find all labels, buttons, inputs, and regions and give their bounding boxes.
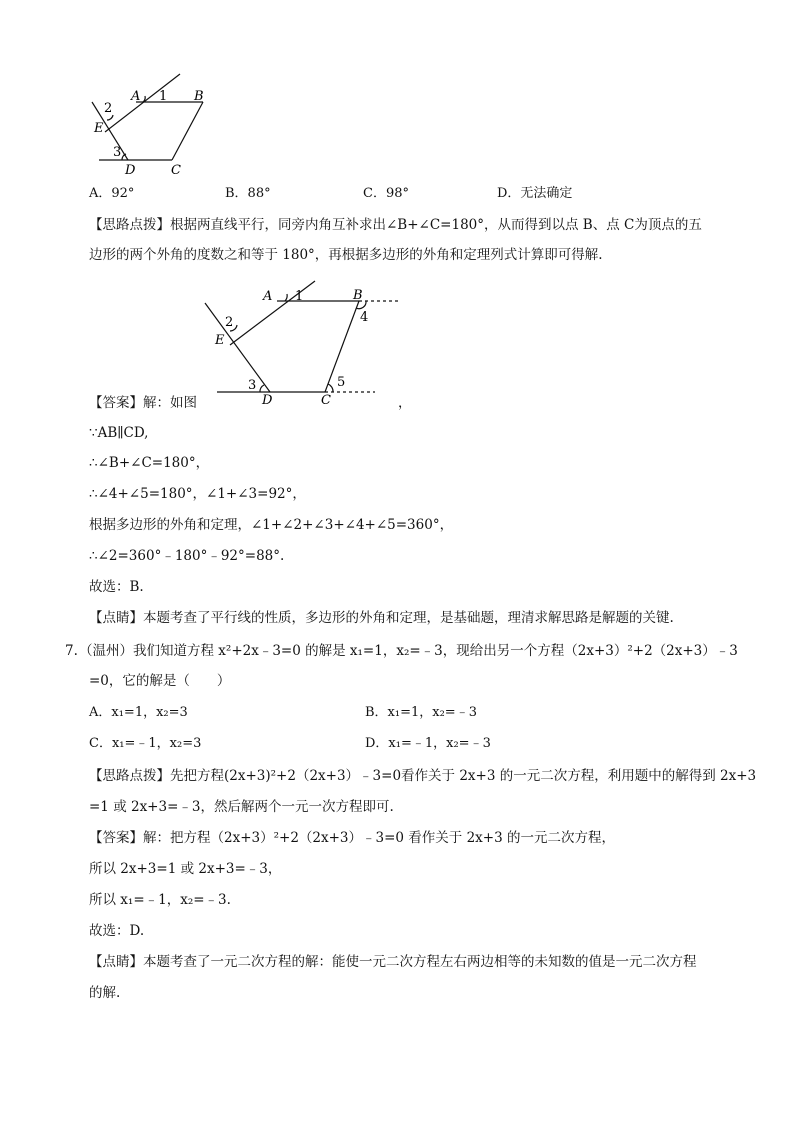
label-4: 4 xyxy=(360,310,369,325)
q7-answer-line4: 故选：D. xyxy=(89,923,145,939)
label-A: A xyxy=(263,289,273,304)
q6-answer-step3: ∴∠4+∠5=180°，∠1+∠3=92°， xyxy=(89,486,306,502)
q7-option-a: A．x₁=1，x₂=3 xyxy=(89,705,188,720)
label-E: E xyxy=(215,333,225,348)
q6-hint-line1: 【思路点拨】根据两直线平行，同旁内角互补求出∠B+∠C=180°，从而得到以点 B、点 C为顶点的五 xyxy=(89,217,702,233)
label-C: C xyxy=(171,163,181,178)
label-E: E xyxy=(94,121,104,136)
q6-comment: 【点睛】本题考查了平行线的性质，多边形的外角和定理，是基础题，理清求解思路是解题的关键. xyxy=(89,610,674,626)
q7-hint-line1: 【思路点拨】先把方程(2x+3)²+2（2x+3）﹣3=0看作关于 2x+3 的一元二次方程，利用题中的解得到 2x+3 xyxy=(89,768,757,784)
q6-answer-comma: ， xyxy=(398,395,412,411)
q7-comment-line2: 的解. xyxy=(89,985,121,1001)
q7-answer-line1: 【答案】解：把方程（2x+3）²+2（2x+3）﹣3=0 看作关于 2x+3 的一元二次方程， xyxy=(89,830,615,846)
q6-answer-step5: ∴∠2=360°﹣180°﹣92°=88°. xyxy=(89,548,285,564)
q7-answer-line3: 所以 x₁=﹣1，x₂=﹣3. xyxy=(89,892,231,908)
label-C: C xyxy=(321,393,331,408)
q7-stem-line2: =0，它的解是（ ） xyxy=(89,673,231,689)
label-B: B xyxy=(353,288,363,303)
q7-number: 7. xyxy=(65,643,78,659)
label-1: 1 xyxy=(295,289,304,304)
label-2: 2 xyxy=(104,101,113,116)
q7-option-b: B．x₁=1，x₂=﹣3 xyxy=(365,705,477,720)
q6-option-a: A．92° xyxy=(89,186,135,201)
label-1: 1 xyxy=(159,89,168,104)
q6-answer-step1: ∵AB∥CD, xyxy=(89,425,149,441)
q6-answer-step6: 故选：B. xyxy=(89,579,144,595)
q7-comment-line1: 【点睛】本题考查了一元二次方程的解：能使一元二次方程左右两边相等的未知数的值是一元二次方程 xyxy=(89,954,697,970)
label-D: D xyxy=(262,393,273,408)
q6-answer-prefix: 【答案】解：如图 xyxy=(89,395,197,411)
q7-hint-line2: =1 或 2x+3=﹣3，然后解两个一元一次方程即可. xyxy=(89,799,394,815)
q7-option-c: C．x₁=﹣1，x₂=3 xyxy=(89,736,202,751)
q6-hint-line2: 边形的两个外角的度数之和等于 180°，再根据多边形的外角和定理列式计算即可得解. xyxy=(89,247,603,263)
q6-option-b: B．88° xyxy=(225,186,271,201)
q6-option-c: C．98° xyxy=(363,186,409,201)
q6-answer-step2: ∴∠B+∠C=180°， xyxy=(89,455,210,471)
label-3: 3 xyxy=(113,145,122,160)
q6-option-d: D．无法确定 xyxy=(497,186,573,201)
figure-quadrilateral-1 xyxy=(85,68,305,188)
q7-stem-line1: （温州）我们知道方程 x²+2x﹣3=0 的解是 x₁=1，x₂=﹣3，现给出另一个方程（2x+3）²+2（2x+3）﹣3 xyxy=(79,643,738,659)
label-2: 2 xyxy=(225,315,234,330)
label-D: D xyxy=(125,163,136,178)
label-5: 5 xyxy=(337,375,346,390)
figure-quadrilateral-2 xyxy=(195,275,455,408)
label-B: B xyxy=(194,89,204,104)
q6-answer-step4: 根据多边形的外角和定理，∠1+∠2+∠3+∠4+∠5=360°， xyxy=(89,517,454,533)
q7-option-d: D．x₁=﹣1，x₂=﹣3 xyxy=(365,736,491,751)
label-A: A xyxy=(131,89,141,104)
label-3: 3 xyxy=(248,378,257,393)
q7-answer-line2: 所以 2x+3=1 或 2x+3=﹣3， xyxy=(89,861,282,877)
